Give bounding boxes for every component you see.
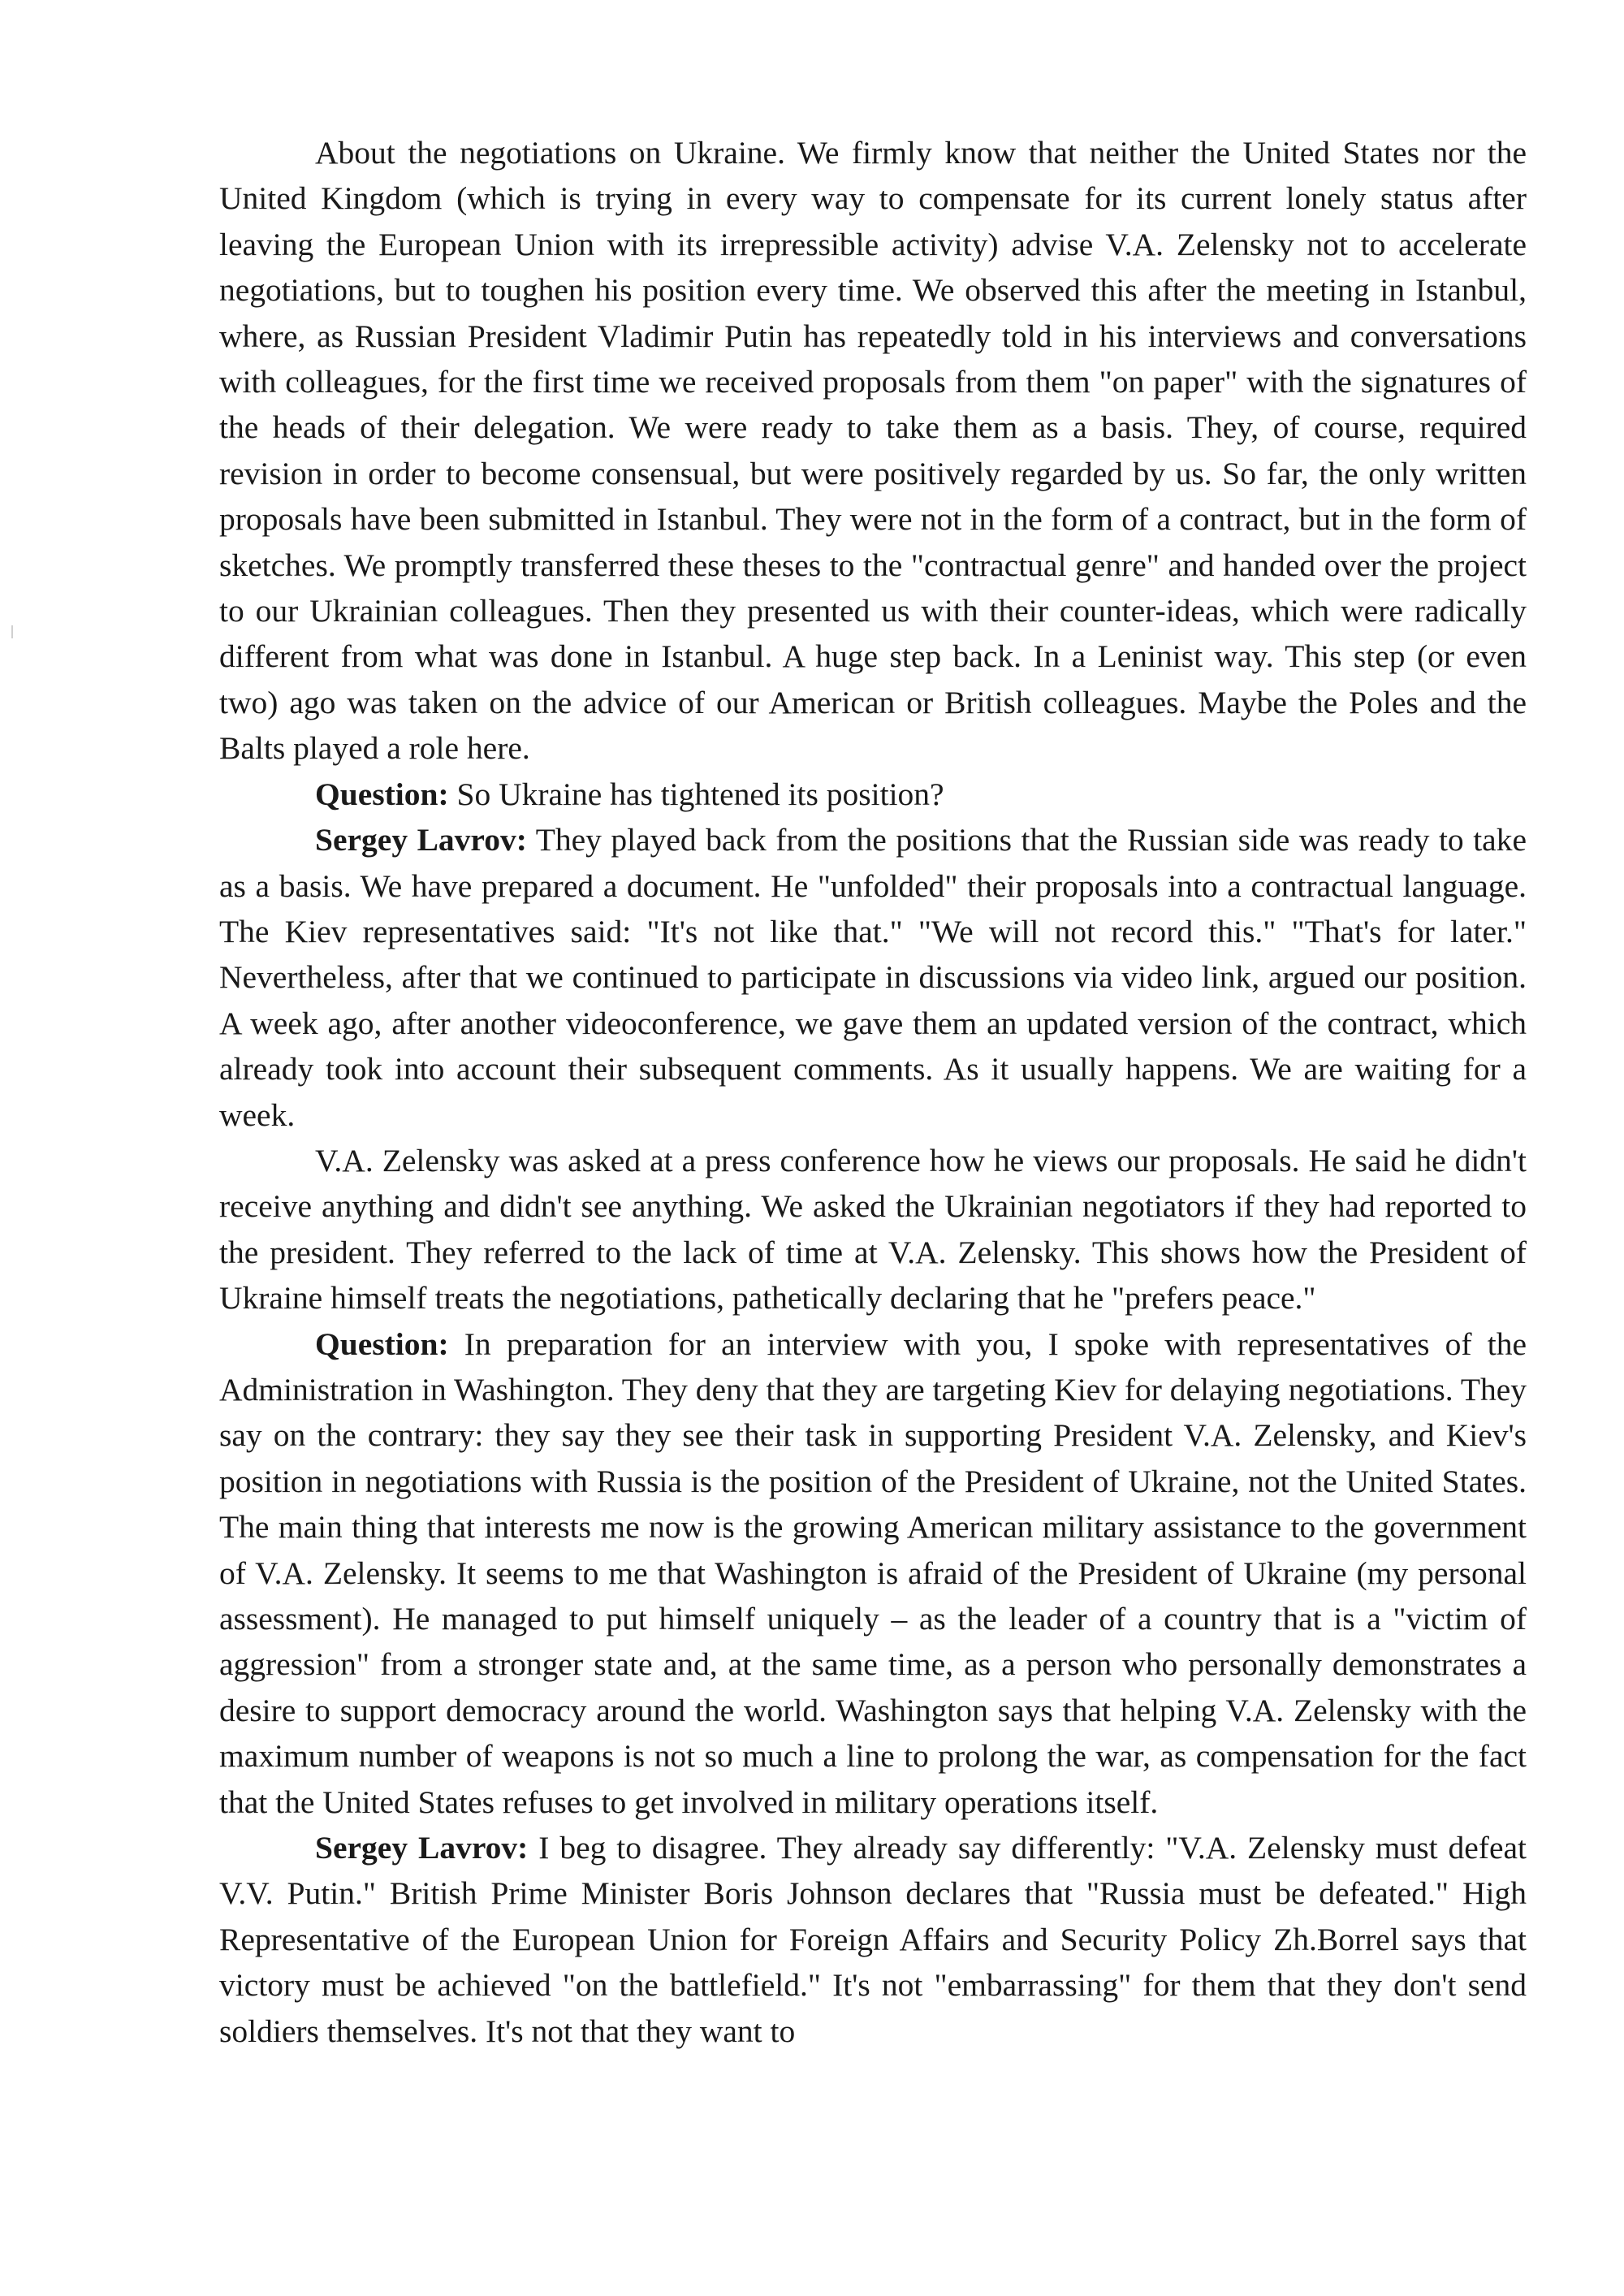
paragraph-text: So Ukraine has tightened its position? bbox=[448, 776, 944, 812]
paragraph-text: I beg to disagree. They already say differently: "V.A. Zelensky must defeat V.V. Putin." British Prime Minister Boris Johnson declares that "Russia must be defeated." High Representative of the European Union for Foreign Affairs and Security Policy Zh.Borrel says that victory must be achieved "on the battlefield." It's not "embarrassing" for them that they don't send soldiers themselves. It's not that they want to bbox=[219, 1830, 1527, 2049]
paragraph-text: V.A. Zelensky was asked at a press conference how he views our proposals. He said he didn't receive anything and didn't see anything. We asked the Ukrainian negotiators if they had reported to the president. They referred to the lack of time at V.A. Zelensky. This shows how the President of Ukraine himself treats the negotiations, pathetically declaring that he "prefers peace." bbox=[219, 1142, 1527, 1317]
scan-artifact bbox=[11, 625, 13, 638]
paragraph-4 bbox=[219, 1138, 1527, 1321]
speaker-label: Sergey Lavrov: bbox=[315, 1830, 529, 1866]
paragraph-3 bbox=[219, 817, 1527, 1138]
paragraph-text: In preparation for an interview with you, I spoke with representatives of the Administration in Washington. They deny that they are targeting Kiev for delaying negotiations. They say on the contrary: they say they see their task in supporting President V.A. Zelensky, and Kiev's position in negotiations with Russia is the position of the President of Ukraine, not the United States. The main thing that interests me now is the growing American military assistance to the government of V.A. Zelensky. It seems to me that Washington is afraid of the President of Ukraine (my personal assessment). He managed to put himself uniquely – as the leader of a country that is a "victim of aggression" from a stronger state and, at the same time, as a person who personally demonstrates a desire to support democracy around the world. Washington says that helping V.A. Zelensky with the maximum number of weapons is not so much a line to prolong the war, as compensation for the fact that the United States refuses to get involved in military operations itself. bbox=[219, 1325, 1527, 1820]
speaker-label: Sergey Lavrov: bbox=[315, 822, 527, 858]
speaker-label: Question: bbox=[315, 1325, 449, 1362]
paragraph-2 bbox=[219, 772, 1527, 817]
document-page bbox=[219, 130, 1527, 2054]
paragraph-text: They played back from the positions that the Russian side was ready to take as a basis. We have prepared a document. He "unfolded" their proposals into a contractual language. The Kiev representatives said: "It's not like that." "We will not record this." "That's for later." Nevertheless, after that we continued to participate in discussions via video link, argued our position. A week ago, after another videoconference, we gave them an updated version of the contract, which already took into account their subsequent comments. As it usually happens. We are waiting for a week. bbox=[219, 822, 1527, 1133]
paragraph-5 bbox=[219, 1321, 1527, 1825]
paragraph-text: About the negotiations on Ukraine. We firmly know that neither the United States nor the United Kingdom (which is trying in every way to compensate for its current lonely status after leaving the European Union with its irrepressible activity) advise V.A. Zelensky not to accelerate negotiations, but to toughen his position every time. We observed this after the meeting in Istanbul, where, as Russian President Vladimir Putin has repeatedly told in his interviews and conversations with colleagues, for the first time we received proposals from them "on paper" with the signatures of the heads of their delegation. We were ready to take them as a basis. They, of course, required revision in order to become consensual, but were positively regarded by us. So far, the only written proposals have been submitted in Istanbul. They were not in the form of a contract, but in the form of sketches. We promptly transferred these theses to the "contractual genre" and handed over the project to our Ukrainian colleagues. Then they presented us with their counter-ideas, which were radically different from what was done in Istanbul. A huge step back. In a Leninist way. This step (or even two) ago was taken on the advice of our American or British colleagues. Maybe the Poles and the Balts played a role here. bbox=[219, 135, 1527, 767]
paragraph-6 bbox=[219, 1825, 1527, 2054]
speaker-label: Question: bbox=[315, 776, 449, 812]
paragraph-1 bbox=[219, 130, 1527, 772]
